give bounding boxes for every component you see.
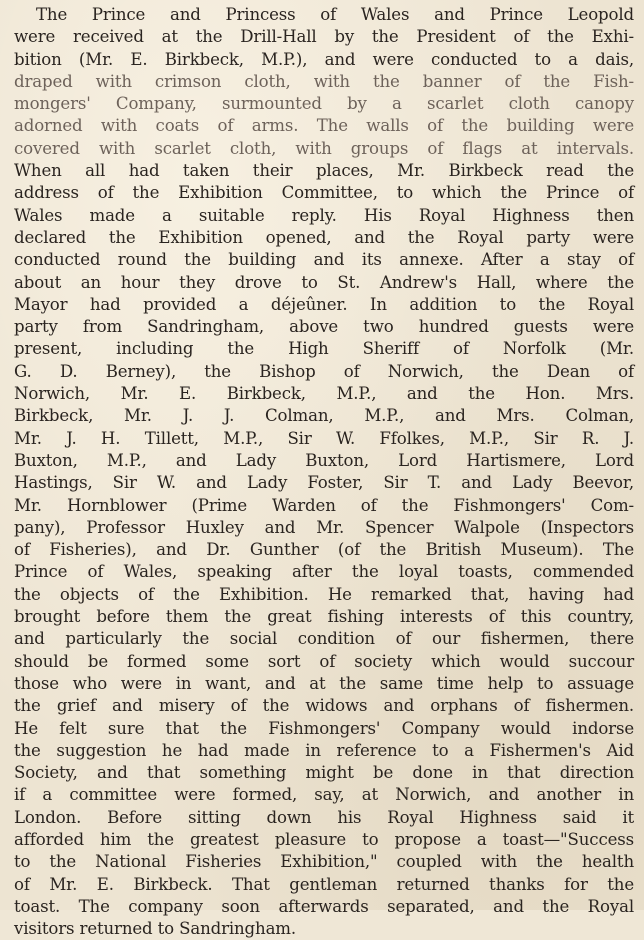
text-line: mongers' Company, surmounted by a scarlet cloth canopy [14,94,634,114]
text-line: G. D. Berney), the Bishop of Norwich, the Dean of [14,361,634,381]
text-line: afforded him the greatest pleasure to propose a toast—"Success [14,829,634,849]
text-line: about an hour they drove to St. Andrew's Hall, where the [14,272,634,292]
text-line: the grief and misery of the widows and orphans of fishermen. [14,696,634,716]
text-line: of Fisheries), and Dr. Gunther (of the British Museum). The [14,540,634,560]
text-line: declared the Exhibition opened, and the Royal party were [14,227,634,247]
text-line: Hastings, Sir W. and Lady Foster, Sir T. and Lady Beevor, [14,473,634,493]
text-line: present, including the High Sheriff of Norfolk (Mr. [14,339,634,359]
text-line: Society, and that something might be done in that direction [14,763,634,783]
text-line: He felt sure that the Fishmongers' Company would indorse [14,718,634,738]
text-line: Norwich, Mr. E. Birkbeck, M.P., and the Hon. Mrs. [14,384,634,404]
text-line: address of the Exhibition Committee, to which the Prince of [14,183,634,203]
text-line: and particularly the social condition of our fishermen, there [14,629,634,649]
text-line: Mr. J. H. Tillett, M.P., Sir W. Ffolkes, M.P., Sir R. J. [14,428,634,448]
text-line: draped with crimson cloth, with the banner of the Fish- [14,71,634,91]
text-line: should be formed some sort of society which would succour [14,651,634,671]
text-line: The Prince and Princess of Wales and Prince Leopold [36,5,634,24]
text-line: were received at the Drill-Hall by the President of the Exhi- [14,27,634,47]
text-line: the suggestion he had made in reference to a Fishermen's Aid [14,740,634,760]
text-line: those who were in want, and at the same time help to assuage [14,673,634,693]
text-line: conducted round the building and its annexe. After a stay of [14,250,634,270]
article-column [0,4,644,940]
text-line: visitors returned to Sandringham. [14,919,297,939]
text-line: London. Before sitting down his Royal Highness said it [14,807,634,827]
text-line: Buxton, M.P., and Lady Buxton, Lord Hartismere, Lord [14,450,634,470]
text-line: of Mr. E. Birkbeck. That gentleman returned thanks for the [14,874,634,894]
text-line: Birkbeck, Mr. J. J. Colman, M.P., and Mrs. Colman, [14,406,634,426]
text-line: to the National Fisheries Exhibition," coupled with the health [14,852,634,872]
text-line: Mayor had provided a déjeûner. In addition to the Royal [14,294,634,314]
text-line: Mr. Hornblower (Prime Warden of the Fishmongers' Com- [14,495,634,515]
text-line: Wales made a suitable reply. His Royal Highness then [14,205,634,225]
text-line: if a committee were formed, say, at Norwich, and another in [14,785,634,805]
text-line: bition (Mr. E. Birkbeck, M.P.), and were conducted to a dais, [14,49,634,69]
text-line: covered with scarlet cloth, with groups of flags at intervals. [14,138,634,158]
text-line: When all had taken their places, Mr. Birkbeck read the [14,161,634,181]
text-line: brought before them the great fishing interests of this country, [14,607,634,627]
text-line: the objects of the Exhibition. He remarked that, having had [14,584,634,604]
text-line: pany), Professor Huxley and Mr. Spencer Walpole (Inspectors [14,517,634,537]
text-line: party from Sandringham, above two hundred guests were [14,317,634,337]
text-line: adorned with coats of arms. The walls of the building were [14,116,634,136]
text-line: toast. The company soon afterwards separated, and the Royal [14,896,634,916]
text-line: Prince of Wales, speaking after the loyal toasts, commended [14,562,634,582]
